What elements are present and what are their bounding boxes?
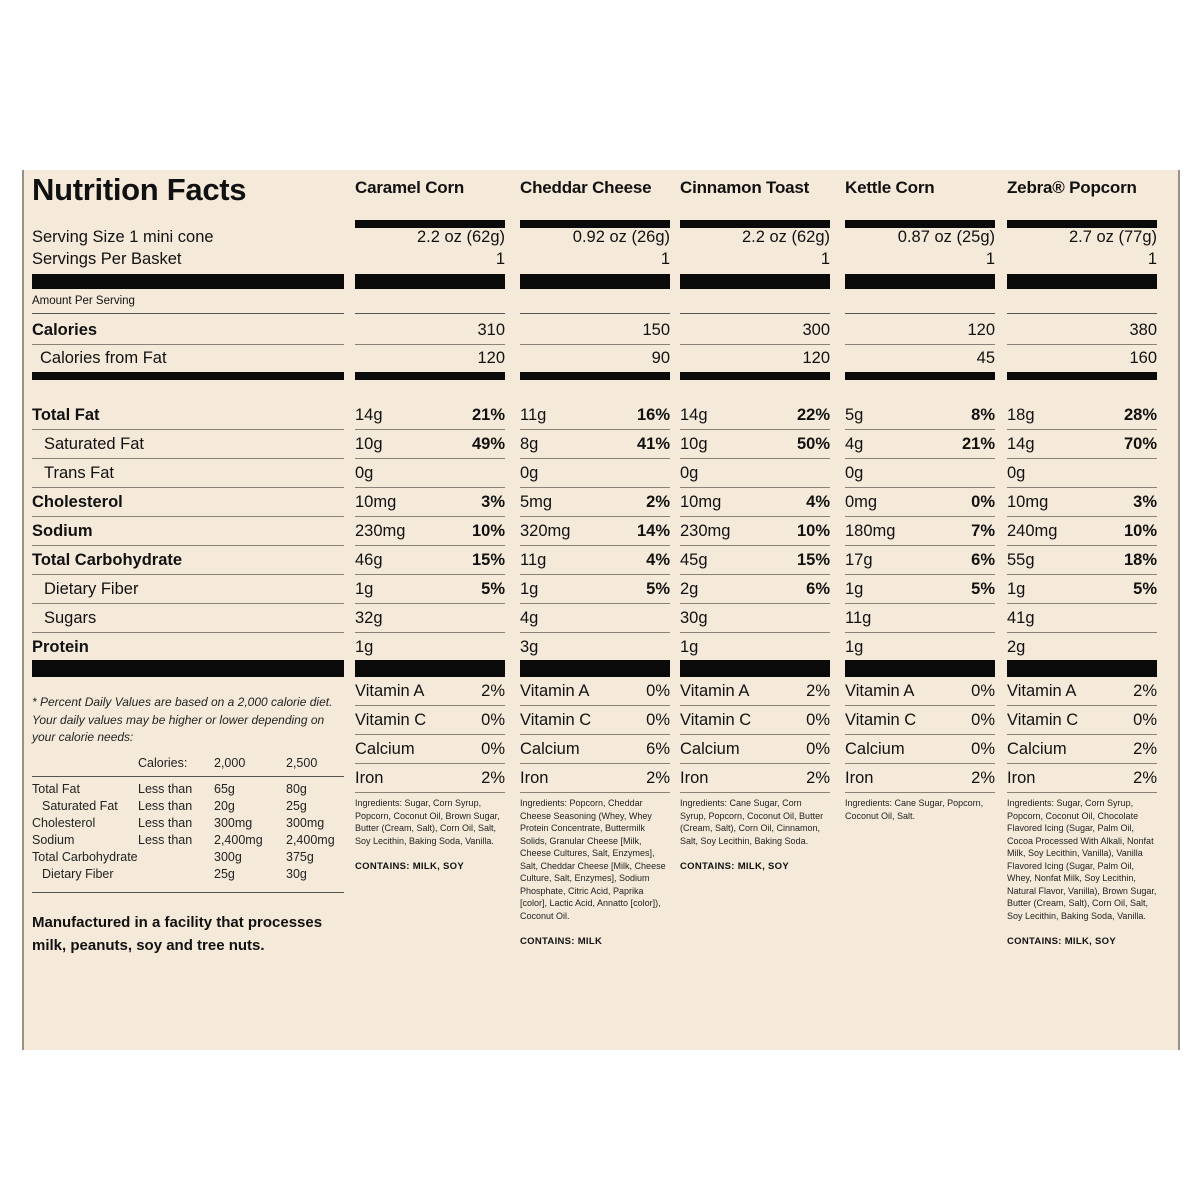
vit-a-row [680, 677, 830, 706]
ingredients-text: Ingredients: Sugar, Corn Syrup, Popcorn, Coconut Oil, Brown Sugar, Butter (Cream, Salt), Corn Oil, Salt, Soy Lecithin, Baking Soda, Vanilla. [355, 798, 500, 846]
sugars-amount: 11g [845, 609, 872, 627]
protein-row [1007, 633, 1157, 661]
sat-fat-amount: 10g [355, 435, 383, 453]
fiber-amount: 2g [680, 580, 699, 598]
fiber-amount: 1g [520, 580, 539, 598]
sodium-row [680, 517, 830, 546]
dv-row: Total Fat Less than 65g 80g [32, 781, 307, 796]
vit-a-label: Vitamin A [1007, 682, 1077, 700]
dv-bottom-divider [32, 892, 344, 893]
thick-divider [520, 660, 670, 677]
thin-divider [355, 313, 505, 314]
calories-value: 120 [967, 321, 995, 339]
total-fat-row [32, 401, 344, 430]
protein-amount: 1g [680, 638, 699, 656]
total-fat-row [1007, 401, 1157, 430]
dv-divider [32, 776, 344, 777]
vit-a-value: 0% [971, 682, 995, 700]
fiber-amount: 1g [845, 580, 864, 598]
carb-daily-value: 6% [971, 551, 995, 569]
sodium-daily-value: 7% [971, 522, 995, 540]
protein-amount: 3g [520, 638, 539, 656]
sodium-daily-value: 14% [636, 522, 670, 540]
trans-fat-amount: 0g [845, 464, 864, 482]
thick-divider [845, 660, 995, 677]
sat-fat-row [845, 430, 995, 459]
iron-label: Iron [680, 769, 709, 787]
sugars-label: Sugars [44, 609, 97, 627]
ingredients-text: Ingredients: Cane Sugar, Corn Syrup, Popcorn, Coconut Oil, Butter (Cream, Salt), Corn Oil, Cinnamon, Salt, Soy Lecithin, Baking Soda. [680, 798, 824, 846]
thick-divider [680, 274, 830, 289]
cholesterol-row [680, 488, 830, 517]
thick-divider [355, 274, 505, 289]
sat-fat-row [355, 430, 505, 459]
product-column [355, 170, 505, 1050]
allergen-contains: CONTAINS: MILK, SOY [680, 861, 789, 872]
sodium-amount: 320mg [520, 522, 571, 540]
sat-fat-daily-value: 70% [1123, 435, 1157, 453]
vit-a-label: Vitamin A [520, 682, 590, 700]
total-fat-daily-value: 22% [796, 406, 830, 424]
cholesterol-row [845, 488, 995, 517]
sodium-row [355, 517, 505, 546]
medium-divider [845, 372, 995, 380]
calcium-value: 2% [1133, 740, 1157, 758]
sugars-row [355, 604, 505, 633]
allergen-contains: CONTAINS: MILK [520, 936, 603, 947]
fiber-daily-value: 5% [646, 580, 670, 598]
servings-per-label: Servings Per Basket [32, 250, 182, 268]
iron-value: 2% [806, 769, 830, 787]
thick-divider [32, 660, 344, 677]
fiber-daily-value: 5% [481, 580, 505, 598]
sugars-amount: 4g [520, 609, 539, 627]
iron-value: 2% [646, 769, 670, 787]
ingredients-text: Ingredients: Cane Sugar, Popcorn, Coconut Oil, Salt. [845, 798, 984, 821]
sodium-row [520, 517, 670, 546]
thick-divider [32, 274, 344, 289]
total-fat-amount: 18g [1007, 406, 1035, 424]
sat-fat-daily-value: 50% [796, 435, 830, 453]
dv-row: Cholesterol Less than 300mg 300mg [32, 815, 325, 830]
trans-fat-row [32, 459, 344, 488]
calories-value: 310 [477, 321, 505, 339]
protein-row [32, 633, 344, 661]
calories-row [32, 316, 344, 345]
protein-row [355, 633, 505, 661]
sugars-row [520, 604, 670, 633]
nutrition-panel [22, 170, 1180, 1050]
servings-value: 1 [495, 250, 505, 268]
vit-c-value: 0% [1133, 711, 1157, 729]
divider [845, 220, 995, 228]
sugars-amount: 32g [355, 609, 383, 627]
dietary-fiber-row [32, 575, 344, 604]
trans-fat-row [355, 459, 505, 488]
vit-a-label: Vitamin A [845, 682, 915, 700]
thin-divider [845, 313, 995, 314]
vit-c-label: Vitamin C [520, 711, 592, 729]
thick-divider [1007, 274, 1157, 289]
calories-from-fat-row [520, 344, 670, 373]
cholesterol-label: Cholesterol [32, 493, 123, 511]
product-column [680, 170, 830, 1050]
calcium-label: Calcium [1007, 740, 1067, 758]
sodium-daily-value: 10% [471, 522, 505, 540]
sat-fat-amount: 8g [520, 435, 539, 453]
sodium-amount: 240mg [1007, 522, 1058, 540]
fiber-row [845, 575, 995, 604]
calcium-label: Calcium [355, 740, 415, 758]
serving-size-label: Serving Size 1 mini cone [32, 228, 214, 246]
iron-row [680, 764, 830, 793]
carb-daily-value: 15% [471, 551, 505, 569]
fiber-row [1007, 575, 1157, 604]
total-fat-amount: 5g [845, 406, 864, 424]
cholesterol-daily-value: 4% [806, 493, 830, 511]
iron-row [355, 764, 505, 793]
calories-from-fat-row [1007, 344, 1157, 373]
calcium-label: Calcium [680, 740, 740, 758]
daily-value-footnote: * Percent Daily Values are based on a 2,000 calorie diet. Your daily values may be higher or lower depending on your calorie needs: [32, 695, 333, 744]
divider [520, 220, 670, 228]
trans-fat-amount: 0g [680, 464, 699, 482]
trans-fat-row [1007, 459, 1157, 488]
serving-size-value: 0.92 oz (26g) [572, 228, 670, 246]
calories-row [845, 316, 995, 345]
saturated-fat-row [32, 430, 344, 459]
vit-c-value: 0% [481, 711, 505, 729]
vit-a-value: 2% [1133, 682, 1157, 700]
iron-label: Iron [1007, 769, 1036, 787]
cholesterol-amount: 10mg [1007, 493, 1049, 511]
calcium-label: Calcium [520, 740, 580, 758]
vit-c-label: Vitamin C [680, 711, 752, 729]
thin-divider [32, 313, 344, 314]
sat-fat-daily-value: 41% [636, 435, 670, 453]
vit-a-value: 2% [481, 682, 505, 700]
thick-divider [680, 660, 830, 677]
total-fat-row [680, 401, 830, 430]
cholesterol-row [520, 488, 670, 517]
thick-divider [355, 660, 505, 677]
sodium-daily-value: 10% [796, 522, 830, 540]
sat-fat-daily-value: 49% [471, 435, 505, 453]
vit-c-row [355, 706, 505, 735]
iron-row [845, 764, 995, 793]
calories-value: 380 [1129, 321, 1157, 339]
total-carb-label: Total Carbohydrate [32, 551, 183, 569]
nutrition-facts-title: Nutrition Facts [32, 172, 247, 207]
dv-header-row: Calories: 2,000 2,500 [138, 755, 318, 770]
sugars-amount: 41g [1007, 609, 1035, 627]
protein-amount: 2g [1007, 638, 1026, 656]
medium-divider [355, 372, 505, 380]
calories-from-fat-value: 160 [1129, 349, 1157, 367]
sodium-row [32, 517, 344, 546]
ingredients-text: Ingredients: Popcorn, Cheddar Cheese Seasoning (Whey, Whey Protein Concentrate, Buttermilk Solids, Granular Cheese [Milk, Cheese Cultures, Salt, Enzymes], Salt, Cheddar Cheese [Milk, Cheese Culture, Salt, Enzymes], Sodium Phosphate, Citric Acid, Paprika [color], Lactic Acid, Annatto [color]), Coconut Oil. [520, 798, 666, 921]
daily-value-rows [32, 780, 344, 882]
trans-fat-row [520, 459, 670, 488]
carb-amount: 45g [680, 551, 708, 569]
calories-from-fat-row [32, 344, 344, 373]
sat-fat-amount: 4g [845, 435, 864, 453]
trans-fat-amount: 0g [520, 464, 539, 482]
trans-fat-row [845, 459, 995, 488]
sodium-amount: 230mg [355, 522, 406, 540]
fiber-row [355, 575, 505, 604]
calories-from-fat-value: 45 [976, 349, 995, 367]
product-name: Zebra® Popcorn [1007, 178, 1137, 197]
cholesterol-daily-value: 3% [1133, 493, 1157, 511]
saturated-fat-label: Saturated Fat [44, 435, 144, 453]
servings-value: 1 [985, 250, 995, 268]
calcium-row [845, 735, 995, 764]
protein-label: Protein [32, 638, 89, 656]
protein-amount: 1g [355, 638, 374, 656]
protein-row [520, 633, 670, 661]
calories-from-fat-value: 90 [651, 349, 670, 367]
carb-daily-value: 4% [646, 551, 670, 569]
vit-c-label: Vitamin C [845, 711, 917, 729]
carb-amount: 11g [520, 551, 547, 569]
cholesterol-amount: 10mg [355, 493, 397, 511]
product-column [845, 170, 995, 1050]
cholesterol-amount: 5mg [520, 493, 553, 511]
allergen-statement: Manufactured in a facility that processes milk, peanuts, soy and tree nuts. [32, 914, 323, 954]
sugars-row [32, 604, 344, 633]
carb-row [845, 546, 995, 575]
carb-row [1007, 546, 1157, 575]
vit-c-value: 0% [646, 711, 670, 729]
vit-a-row [1007, 677, 1157, 706]
thick-divider [1007, 660, 1157, 677]
cholesterol-amount: 10mg [680, 493, 722, 511]
total-fat-row [520, 401, 670, 430]
sodium-label: Sodium [32, 522, 93, 540]
servings-value: 1 [660, 250, 670, 268]
label-column [32, 170, 344, 1050]
calories-row [520, 316, 670, 345]
total-fat-daily-value: 28% [1123, 406, 1157, 424]
calories-from-fat-row [845, 344, 995, 373]
dv-row: Sodium Less than 2,400mg 2,400mg [32, 832, 335, 847]
sodium-row [1007, 517, 1157, 546]
carb-row [520, 546, 670, 575]
vit-c-value: 0% [806, 711, 830, 729]
cholesterol-row [1007, 488, 1157, 517]
calories-from-fat-value: 120 [802, 349, 830, 367]
protein-row [680, 633, 830, 661]
iron-row [520, 764, 670, 793]
sodium-daily-value: 10% [1123, 522, 1157, 540]
dv-row: Saturated Fat Less than 20g 25g [42, 798, 307, 813]
protein-row [845, 633, 995, 661]
sugars-row [1007, 604, 1157, 633]
vit-c-row [520, 706, 670, 735]
trans-fat-amount: 0g [355, 464, 374, 482]
vit-c-row [680, 706, 830, 735]
iron-label: Iron [845, 769, 874, 787]
fiber-daily-value: 5% [971, 580, 995, 598]
vit-a-row [845, 677, 995, 706]
vit-a-value: 2% [806, 682, 830, 700]
vit-a-label: Vitamin A [680, 682, 750, 700]
servings-value: 1 [820, 250, 830, 268]
total-fat-label: Total Fat [32, 406, 100, 424]
sat-fat-daily-value: 21% [961, 435, 995, 453]
calcium-value: 0% [806, 740, 830, 758]
vit-c-label: Vitamin C [355, 711, 427, 729]
daily-value-table [32, 754, 344, 771]
total-carb-row [32, 546, 344, 575]
vit-c-value: 0% [971, 711, 995, 729]
total-fat-amount: 14g [680, 406, 708, 424]
medium-divider [1007, 372, 1157, 380]
thick-divider [845, 274, 995, 289]
thin-divider [520, 313, 670, 314]
dv-row: Dietary Fiber 25g 30g [42, 866, 307, 881]
dietary-fiber-label: Dietary Fiber [44, 580, 139, 598]
product-column [1007, 170, 1157, 1050]
total-fat-daily-value: 8% [971, 406, 995, 424]
iron-value: 2% [971, 769, 995, 787]
sat-fat-row [680, 430, 830, 459]
iron-value: 2% [481, 769, 505, 787]
iron-row [1007, 764, 1157, 793]
dv-row: Total Carbohydrate 300g 375g [32, 849, 314, 864]
medium-divider [32, 372, 344, 380]
sat-fat-row [520, 430, 670, 459]
calories-row [680, 316, 830, 345]
cholesterol-row [32, 488, 344, 517]
vit-c-label: Vitamin C [1007, 711, 1079, 729]
cholesterol-row [355, 488, 505, 517]
fiber-amount: 1g [1007, 580, 1026, 598]
cholesterol-amount: 0mg [845, 493, 878, 511]
calories-value: 300 [802, 321, 830, 339]
trans-fat-label: Trans Fat [44, 464, 114, 482]
iron-value: 2% [1133, 769, 1157, 787]
vit-c-row [1007, 706, 1157, 735]
fiber-row [680, 575, 830, 604]
carb-daily-value: 15% [796, 551, 830, 569]
servings-value: 1 [1147, 250, 1157, 268]
product-name: Caramel Corn [355, 178, 465, 197]
calories-row [1007, 316, 1157, 345]
divider [680, 220, 830, 228]
iron-label: Iron [355, 769, 384, 787]
thin-divider [680, 313, 830, 314]
vit-c-row [845, 706, 995, 735]
sat-fat-amount: 10g [680, 435, 708, 453]
product-name: Cinnamon Toast [680, 178, 810, 197]
sugars-amount: 30g [680, 609, 708, 627]
serving-size-value: 2.7 oz (77g) [1068, 228, 1157, 246]
calories-from-fat-value: 120 [477, 349, 505, 367]
fiber-daily-value: 5% [1133, 580, 1157, 598]
ingredients-text: Ingredients: Sugar, Corn Syrup, Popcorn, Coconut Oil, Chocolate Flavored Icing (Sugar, Palm Oil, Cocoa Processed With Alkali, Nonfat Milk, Soy Lecithin, Vanilla), Vanilla Flavored Icing (Sugar, Palm Oil, Whey, Nonfat Milk, Soy Lecithin, Natural Flavor, Vanilla), Brown Sugar, Butter (Cream, Salt), Corn Oil, Salt, Soy Lecithin, Baking Soda, Vanilla. [1007, 798, 1157, 921]
thick-divider [520, 274, 670, 289]
calcium-row [680, 735, 830, 764]
carb-row [680, 546, 830, 575]
sugars-row [680, 604, 830, 633]
carb-amount: 17g [845, 551, 873, 569]
sat-fat-row [1007, 430, 1157, 459]
total-fat-row [845, 401, 995, 430]
carb-row [355, 546, 505, 575]
vit-a-value: 0% [646, 682, 670, 700]
total-fat-row [355, 401, 505, 430]
total-fat-daily-value: 21% [471, 406, 505, 424]
sodium-amount: 180mg [845, 522, 896, 540]
vit-a-row [355, 677, 505, 706]
vit-a-label: Vitamin A [355, 682, 425, 700]
thin-divider [1007, 313, 1157, 314]
calcium-value: 6% [646, 740, 670, 758]
total-fat-daily-value: 16% [636, 406, 670, 424]
medium-divider [520, 372, 670, 380]
product-name: Cheddar Cheese [520, 178, 652, 197]
product-name: Kettle Corn [845, 178, 935, 197]
calories-value: 150 [642, 321, 670, 339]
trans-fat-row [680, 459, 830, 488]
calories-label: Calories [32, 321, 98, 339]
iron-label: Iron [520, 769, 549, 787]
calcium-value: 0% [971, 740, 995, 758]
divider [1007, 220, 1157, 228]
sodium-row [845, 517, 995, 546]
divider [355, 220, 505, 228]
allergen-contains: CONTAINS: MILK, SOY [355, 861, 464, 872]
carb-amount: 46g [355, 551, 383, 569]
medium-divider [680, 372, 830, 380]
calories-from-fat-row [680, 344, 830, 373]
calcium-row [1007, 735, 1157, 764]
calcium-label: Calcium [845, 740, 905, 758]
sugars-row [845, 604, 995, 633]
fiber-amount: 1g [355, 580, 374, 598]
calcium-row [355, 735, 505, 764]
carb-amount: 55g [1007, 551, 1035, 569]
total-fat-amount: 14g [355, 406, 383, 424]
calcium-value: 0% [481, 740, 505, 758]
calories-row [355, 316, 505, 345]
calories-from-fat-label: Calories from Fat [40, 349, 167, 367]
fiber-row [520, 575, 670, 604]
cholesterol-daily-value: 3% [481, 493, 505, 511]
calories-from-fat-row [355, 344, 505, 373]
total-fat-amount: 11g [520, 406, 547, 424]
product-column [520, 170, 670, 1050]
fiber-daily-value: 6% [806, 580, 830, 598]
cholesterol-daily-value: 2% [646, 493, 670, 511]
calcium-row [520, 735, 670, 764]
sodium-amount: 230mg [680, 522, 731, 540]
allergen-contains: CONTAINS: MILK, SOY [1007, 936, 1116, 947]
cholesterol-daily-value: 0% [971, 493, 995, 511]
serving-size-value: 0.87 oz (25g) [897, 228, 995, 246]
serving-size-value: 2.2 oz (62g) [416, 228, 505, 246]
carb-daily-value: 18% [1123, 551, 1157, 569]
trans-fat-amount: 0g [1007, 464, 1026, 482]
protein-amount: 1g [845, 638, 864, 656]
vit-a-row [520, 677, 670, 706]
sat-fat-amount: 14g [1007, 435, 1035, 453]
serving-size-value: 2.2 oz (62g) [741, 228, 830, 246]
amount-per-serving: Amount Per Serving [32, 295, 135, 307]
